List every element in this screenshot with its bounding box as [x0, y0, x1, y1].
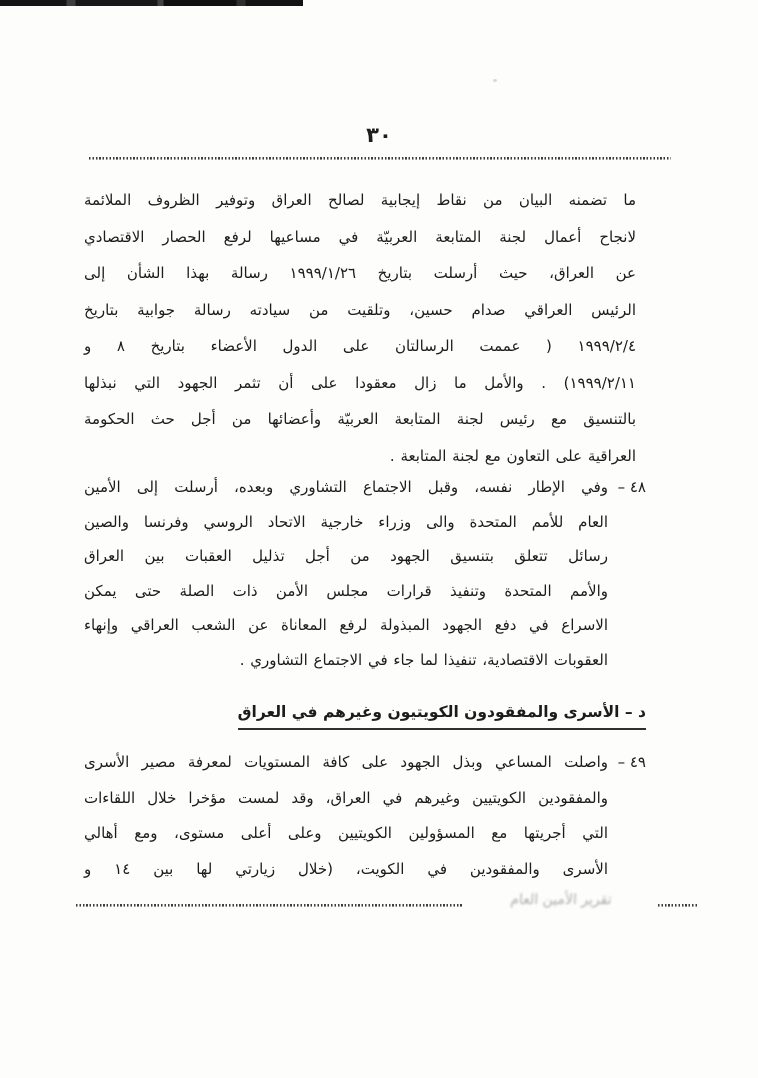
- text-line: ما تضمنه البيان من نقاط إيجابية لصالح العراق وتوفير الظروف الملائمة: [84, 191, 636, 209]
- text-line: العام للأمم المتحدة والى وزراء خارجية الاتحاد الروسي وفرنسا والصين: [84, 512, 608, 531]
- header-divider-line: [89, 157, 671, 160]
- text-line: الرئيس العراقي صدام حسين، وتلقيت من سيادته رسالة جوابية بتاريخ: [84, 300, 636, 319]
- text-line: واصلت المساعي وبذل الجهود على كافة المستويات لمعرفة مصير الأسرى: [84, 753, 608, 771]
- text-line: العراقية على التعاون مع لجنة المتابعة .: [389, 446, 636, 465]
- paragraph-49-number: ٤٩ –: [617, 753, 646, 771]
- text-line: الأسرى والمفقودين في الكويت، (خلال زيارتي لها بين ١٤ و: [84, 859, 608, 878]
- text-line: رسائل تتعلق بتنسيق الجهود من أجل تذليل العقبات بين العراق: [84, 547, 608, 565]
- text-line: عن العراق، حيث أرسلت بتاريخ ١٩٩٩/١/٢٦ رسالة بهذا الشأن إلى: [84, 264, 636, 282]
- footer-divider-line: [76, 904, 462, 907]
- text-line: وفي الإطار نفسه، وقبل الاجتماع التشاوري وبعده، أرسلت إلى الأمين: [84, 478, 608, 496]
- text-line: الاسراع في دفع الجهود المبذولة لرفع المعاناة عن الشعب العراقي وإنهاء: [84, 616, 608, 634]
- footer-ghost-stamp: تقرير الأمين العام: [509, 891, 613, 909]
- text-line: لانجاح أعمال لجنة المتابعة العربيّة في مساعيها لرفع الحصار الاقتصادي: [84, 227, 636, 246]
- paragraph-49: [84, 745, 650, 887]
- section-heading: د – الأسرى والمفقودون الكويتيون وغيرهم في العراق: [238, 701, 646, 730]
- page-number: ٣٠: [366, 123, 392, 147]
- paragraph-48-number: ٤٨ –: [617, 478, 646, 496]
- scan-speck: [493, 79, 497, 82]
- text-line: العقوبات الاقتصادية، تنفيذا لما جاء في الاجتماع التشاوري .: [239, 650, 608, 669]
- text-line: بالتنسيق مع رئيس لجنة المتابعة العربيّة وأعضائها من أجل حث الحكومة: [84, 410, 636, 428]
- text-line: والأمم المتحدة وتنفيذ قرارات مجلس الأمن ذات الصلة حتى يمكن: [84, 581, 608, 600]
- paragraph-48: [84, 470, 650, 677]
- text-line: ١٩٩٩/٢/٤ ( عممت الرسالتان على الدول الأعضاء بتاريخ ٨ و: [84, 337, 636, 355]
- text-line: ١٩٩٩/٢/١١) . والأمل ما زال معقودا على أن تثمر الجهود التي نبذلها: [84, 373, 636, 392]
- text-line: التي أجريتها مع المسؤولين الكويتيين وعلى أعلى مستوى، ومع أهالي: [84, 824, 608, 842]
- intro-paragraph: [84, 182, 650, 474]
- footer-divider-short: [658, 904, 698, 907]
- text-line: والمفقودين الكويتيين وغيرهم في العراق، وقد لمست مؤخرا خلال اللقاءات: [84, 788, 608, 807]
- scanner-artifact-strip: [0, 0, 303, 6]
